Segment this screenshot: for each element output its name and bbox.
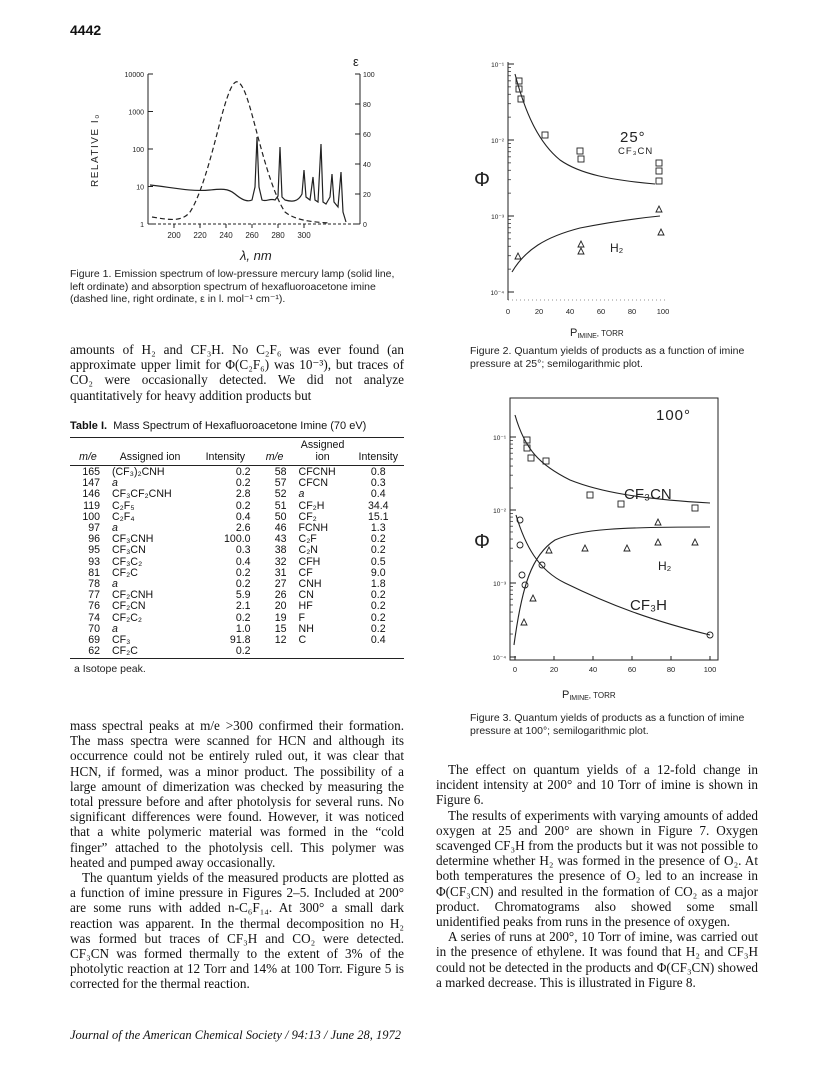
table1-header: Intensity [205, 450, 246, 463]
table-cell: 70 [88, 622, 100, 635]
figure1-x-tick-label: 240 [219, 231, 233, 240]
table-cell: 15 [274, 622, 287, 635]
table-cell: 0.4 [235, 555, 251, 568]
journal-footer: Journal of the American Chemical Society / 94:13 / June 28, 1972 [70, 1028, 401, 1042]
column2-text [436, 762, 758, 990]
table-row [70, 545, 404, 556]
table-cell: 1.8 [370, 578, 386, 591]
table-row [70, 489, 404, 500]
table-cell: CF₃CN [112, 544, 146, 557]
table-cell: C₂N [298, 544, 318, 557]
figure3-y-tick-label: 10⁻¹ [493, 435, 506, 442]
table-cell: 76 [88, 600, 100, 613]
figure3-series-label-h2: H₂ [658, 559, 672, 573]
table-cell: 74 [88, 611, 100, 624]
figure3-y-tick-label: 10⁻² [493, 508, 506, 515]
table-cell: C [298, 634, 307, 647]
table-cell: CFH [298, 555, 321, 568]
table1-header: Assigned ion [300, 439, 345, 463]
table-cell: 0.2 [235, 499, 251, 512]
table-cell: 91.8 [229, 634, 251, 647]
table-cell: 38 [274, 544, 287, 557]
figure1-x-tick-label: 300 [297, 231, 311, 240]
table-cell: CF₂CN [112, 600, 146, 613]
table-cell: 0.3 [235, 544, 251, 557]
table-cell: 0.2 [370, 533, 386, 546]
table-cell: 0.3 [370, 477, 386, 490]
table1-footnote: a Isotope peak. [74, 663, 146, 676]
column2-paragraph: The results of experiments with varying amounts of added oxygen at 25 and 200° are shown in Figure 7. Oxygen scavenged CF₃H from the products but it was not possible to determine whether H₂ was formed in the presence of O₂. At both temperatures the presence of O₂ led to an increase in Φ(CF₃CN) and resulted in the formation of CO₂ as a major product. Chromatograms also showed some small unidentified peaks from runs in the presence of oxygen. [436, 807, 758, 930]
figure1-chart [70, 52, 390, 272]
table-cell: CF₂C [112, 566, 138, 579]
table-cell: CFCNH [298, 466, 336, 478]
table-cell: 51 [274, 499, 287, 512]
table1 [70, 420, 404, 676]
figure2-y-tick-label: 10⁻⁴ [490, 290, 504, 297]
table-cell: 1.0 [235, 622, 251, 635]
figure3-y-tick-label: 10⁻⁴ [492, 655, 506, 662]
figure1-right-tick-label: 40 [363, 162, 371, 169]
table-cell: 0.2 [370, 589, 386, 602]
table1-header: m/e [265, 450, 284, 463]
figure2-y-axis-label: Φ [474, 169, 490, 191]
figure3-x-tick-label: 20 [549, 665, 559, 674]
table-cell: 81 [88, 566, 100, 579]
table1-header: Intensity [358, 450, 398, 463]
table-cell: CF₃CF₂CNH [112, 488, 172, 501]
figure3-caption: Figure 3. Quantum yields of products as a function of imine pressure at 100°; semilogarithmic plot. [470, 712, 745, 737]
table-cell: 146 [82, 488, 100, 501]
table-cell: C₂F₄ [112, 510, 135, 523]
table-cell: 0.4 [370, 488, 386, 501]
table-cell: CF₃CNH [112, 533, 154, 546]
table-cell: 20 [274, 600, 287, 613]
table-cell: 165 [82, 466, 100, 478]
figure2-chart [470, 52, 750, 342]
table-cell: a [112, 477, 118, 490]
table-cell: 100.0 [224, 533, 251, 546]
figure3-x-tick-label: 0 [512, 665, 518, 674]
table-cell: 58 [274, 466, 287, 478]
table-cell: 100 [82, 510, 100, 523]
figure2-y-tick-label: 10⁻¹ [491, 62, 504, 69]
table-cell: a [112, 578, 118, 591]
figure1-left-axis-label: RELATIVE I₀ [90, 113, 101, 187]
table-cell: CF₂CNH [112, 589, 154, 602]
table-cell: a [112, 522, 118, 535]
table-cell: 0.2 [235, 477, 251, 490]
figure1-x-tick-label: 220 [193, 231, 207, 240]
figure2-x-tick-label: 40 [565, 307, 575, 316]
table-cell: 43 [274, 533, 287, 546]
table-cell: HF [298, 600, 313, 613]
figure1-left-tick-label: 100 [132, 147, 144, 154]
column1-paragraph: mass spectral peaks at m/e >300 confirmed their formation. The mass spectra were scanned for HCN and although its occurrence could not be entirely ruled out, it was clear that HCN, if formed, was a minor product. The possibility of a large amount of dimerization was checked by measuring the total pressure before and after photolysis for several runs. No significant differences were found. However, it was noticed that a white polymeric material was formed in the “cold finger” attached to the photolysis cell. This polymer was heated and pumped away occasionally. [70, 718, 404, 870]
table-cell: CF₂C [112, 645, 138, 658]
figure2-x-tick-label: 60 [596, 307, 606, 316]
table-cell: 97 [88, 522, 100, 535]
table-cell: 95 [88, 544, 100, 557]
table-cell: CF₂H [298, 499, 325, 512]
column1-top-text [70, 342, 404, 403]
table-cell: FCNH [298, 522, 328, 535]
figure2-temperature: 25° [620, 129, 646, 146]
figure2-x-tick-label: 100 [656, 307, 670, 316]
column1-top-paragraph: amounts of H₂ and CF₃H. No C₂F₆ was ever found (an approximate upper limit for Φ(C₂F₆) was 10⁻³), but traces of CO₂ were occasionally detected. We did not analyze quantitatively for heavy addition products but [70, 342, 404, 403]
column2-paragraph: The effect on quantum yields of a 12-fold change in incident intensity at 200° and 10 Torr of imine is shown in Figure 6. [436, 762, 758, 808]
figure1-left-tick-label: 1000 [128, 109, 144, 117]
column1-bottom-text [70, 718, 404, 992]
table-cell: 0.2 [370, 611, 386, 624]
figure3-series-label-cf3cn: CF₃CN [624, 486, 672, 503]
figure1-x-tick-label: 280 [271, 231, 285, 240]
figure2-caption: Figure 2. Quantum yields of products as a function of imine pressure at 25°; semilogarithmic plot. [470, 345, 745, 370]
figure3-y-tick-label: 10⁻³ [493, 581, 506, 588]
table-cell: CFCN [298, 477, 328, 490]
figure2-y-tick-label: 10⁻³ [491, 214, 504, 221]
table-cell: 0.4 [370, 634, 386, 647]
figure1-right-tick-label: 20 [363, 192, 371, 199]
table-cell: 50 [274, 510, 287, 523]
page-number: 4442 [70, 22, 102, 38]
figure1-right-tick-label: 80 [363, 102, 371, 109]
table-cell: CF₂C₂ [112, 611, 142, 624]
figure3-x-tick-label: 60 [627, 665, 637, 674]
figure1-right-tick-label: 100 [363, 72, 375, 79]
table-cell: 46 [274, 522, 287, 535]
table-cell: 26 [274, 589, 287, 602]
table-cell: 31 [274, 566, 287, 579]
figure1-left-tick-label: 1 [140, 222, 144, 229]
table-cell: C₂F [298, 533, 317, 546]
figure3-chart [470, 395, 760, 710]
table-cell: 32 [274, 555, 287, 568]
table-cell: 34.4 [367, 499, 389, 512]
table-cell [353, 646, 404, 657]
table-cell [257, 646, 293, 657]
figure1-right-tick-label: 0 [363, 222, 367, 229]
table-cell: 0.2 [235, 578, 251, 591]
table-cell: 5.9 [235, 589, 251, 602]
table1-header: m/e [79, 450, 97, 463]
figure2-x-axis-label: PIMINE, TORR [570, 327, 624, 340]
figure2-x-tick-label: 20 [534, 307, 544, 316]
table-cell: 0.2 [235, 566, 251, 579]
table-cell: 0.4 [235, 510, 251, 523]
table-cell: 0.5 [370, 555, 386, 568]
table-cell: 0.2 [235, 611, 251, 624]
table-cell: 119 [83, 499, 100, 512]
table-cell: 12 [274, 634, 287, 647]
figure2-series-label-h2: H₂ [610, 241, 624, 255]
figure3-series-label-cf3h: CF₃H [630, 597, 667, 614]
figure1-right-axis-label: ε [353, 54, 359, 69]
table-cell: 0.2 [370, 622, 386, 635]
figure3-y-axis-label: Φ [474, 531, 490, 553]
table-row [70, 601, 404, 612]
figure1-x-axis-label: λ, nm [240, 248, 272, 263]
figure2-x-tick-label: 80 [627, 307, 637, 316]
table-cell [293, 646, 353, 657]
table-cell: 57 [274, 477, 287, 490]
table-cell: 62 [88, 645, 100, 658]
table1-grid [70, 440, 404, 657]
table-cell: NH [298, 622, 314, 635]
table-cell: (CF₃)₂CNH [112, 466, 165, 478]
table-cell: 19 [274, 611, 287, 624]
figure1-x-tick-label: 200 [167, 231, 181, 240]
table1-header-row [70, 440, 404, 463]
table-cell: 0.2 [235, 466, 251, 478]
figure3-x-axis-label: PIMINE, TORR [562, 689, 616, 702]
figure1-left-tick-label: 10 [136, 184, 144, 192]
table-cell: CF₂ [298, 510, 317, 523]
table1-header: Assigned ion [119, 450, 181, 463]
table-cell: CNH [298, 578, 322, 591]
table-cell: 93 [88, 555, 100, 568]
table-cell: 78 [88, 578, 100, 591]
table-cell: CF₃C₂ [112, 555, 143, 568]
table1-title-text: Mass Spectrum of Hexafluoroacetone Imine (70 eV) [113, 420, 367, 432]
table-cell: 0.2 [370, 600, 386, 613]
table-cell: 2.1 [235, 600, 251, 613]
figure1-left-tick-label: 10000 [124, 72, 144, 79]
table-cell: 2.8 [235, 488, 251, 501]
table-cell: 69 [88, 634, 100, 647]
table-cell: 1.3 [370, 522, 386, 535]
table-cell: a [112, 622, 118, 635]
table-cell: 0.2 [235, 645, 251, 658]
column2-paragraph: A series of runs at 200°, 10 Torr of imine, was carried out in the presence of ethylene. It was found that H₂ and CF₃H could not be detected in the products and Φ(CF₃CN) showed a marked decrease. This is illustrated in Figure 8. [436, 929, 758, 990]
table-cell: 96 [88, 533, 100, 546]
figure3-x-tick-label: 80 [666, 665, 676, 674]
table-cell: C₂F₅ [112, 499, 135, 512]
table-cell: 52 [274, 488, 287, 501]
figure2-x-tick-label: 0 [505, 307, 511, 316]
table-cell: 15.1 [367, 510, 389, 523]
figure1-caption: Figure 1. Emission spectrum of low-pressure mercury lamp (solid line, left ordinate) and absorption spectrum of hexafluoroacetone imine (dashed line, right ordinate, ε in l. mol⁻¹ cm⁻¹). [70, 268, 395, 305]
column1-paragraph: The quantum yields of the measured products are plotted as a function of imine pressure in Figures 2–5. Included at 200° are some runs with added n-C₆F₁₄. At 300° a small dark reaction was apparent. In the thermal decomposition no H₂ was formed but traces of CF₃H and CO₂ were detected. CF₃CN was formed thermally to the extent of 3% of the photolytic reaction at 12 Torr and 14% at 100 Torr. Figure 5 is corrected for the thermal reaction. [70, 870, 404, 992]
table-cell: 77 [88, 589, 100, 602]
table-cell: F [298, 611, 306, 624]
table-cell: CF [298, 566, 313, 579]
table-cell: CN [298, 589, 314, 602]
table-row [70, 646, 404, 657]
table1-label: Table I. [70, 420, 108, 432]
figure1-x-tick-label: 260 [245, 231, 259, 240]
figure3-temperature: 100° [656, 407, 692, 424]
figure1-right-tick-label: 60 [363, 132, 371, 139]
table-cell: 0.8 [370, 466, 386, 478]
table-cell: a [298, 488, 305, 501]
table-cell: CF₃ [112, 634, 131, 647]
figure3-x-tick-label: 40 [588, 665, 598, 674]
table-cell: 0.2 [370, 544, 386, 557]
table-cell: 147 [82, 477, 100, 490]
table-cell: 9.0 [370, 566, 386, 579]
figure2-y-tick-label: 10⁻² [491, 138, 504, 145]
figure3-x-tick-label: 100 [703, 665, 717, 674]
table-cell: 27 [274, 578, 287, 591]
table-cell: 2.6 [235, 522, 251, 535]
table1-title [70, 420, 404, 432]
figure2-series-label-cf3cn: CF₃CN [618, 146, 654, 157]
